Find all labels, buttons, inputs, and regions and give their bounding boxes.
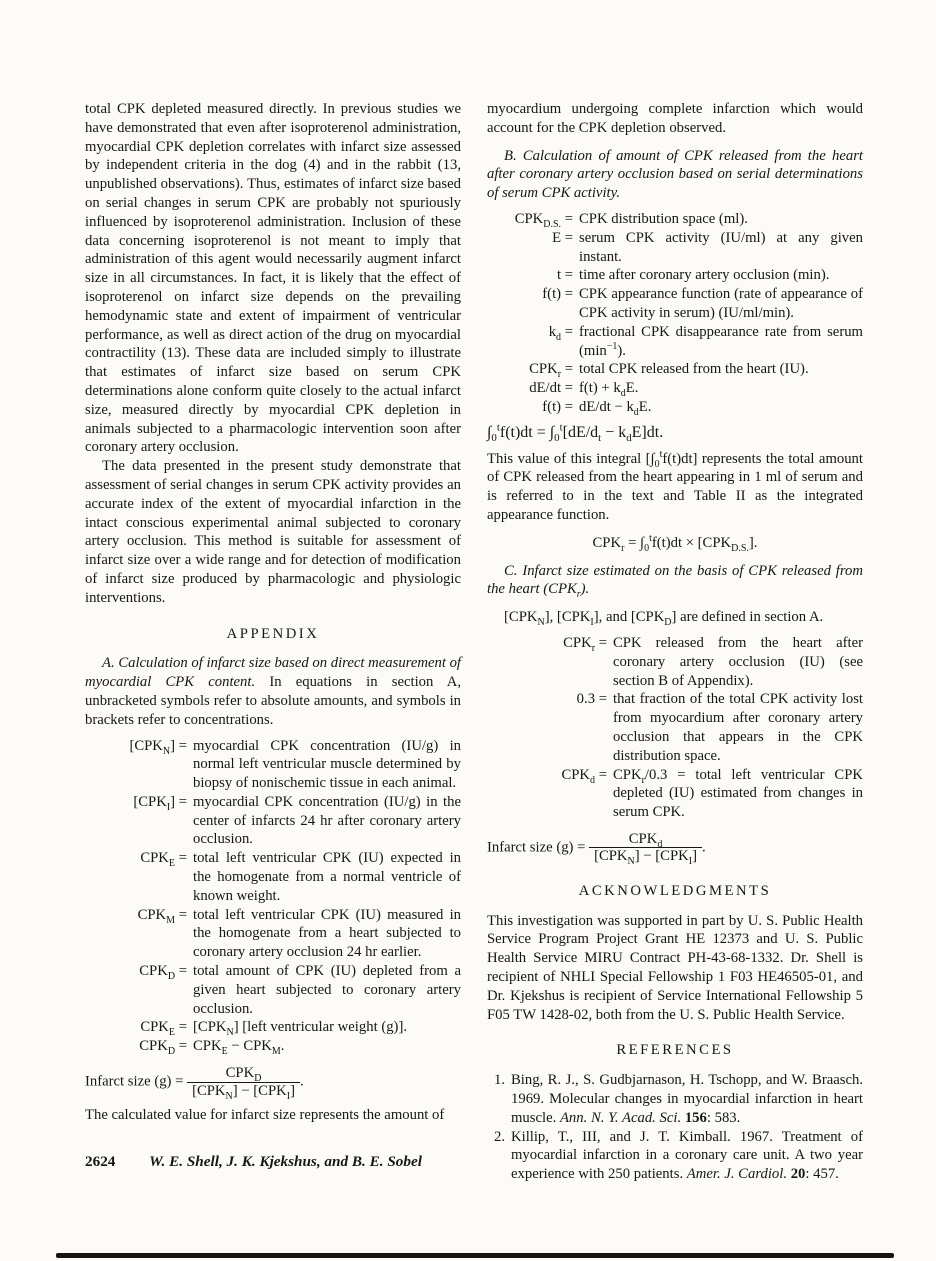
fraction-denominator: $[CPK_N] - [CPK_I]$ [594,848,697,868]
equation-lhs: Infarct size (g) = [487,839,586,856]
definition-text: total CPK released from the heart (IU). [579,361,809,378]
definition-term: $[CPK_N]$ = [129,737,187,757]
section-c-intro: $[CPK_N]$, $[CPK_I]$, and $[CPK_D]$ are defined in section A. [504,609,824,629]
definition-text: CPK appearance function (rate of appearance of CPK activity in serum) (IU/ml/min). [579,286,863,321]
equation-row [85,1037,461,1056]
definition-row [487,266,863,285]
definition-text: CPK released from the heart after coronary artery occlusion (IU) (see section B of Appendix). [613,634,863,689]
equation-lhs: Infarct size (g) = [85,1073,184,1090]
equation-row [85,1018,461,1037]
definition-term: E = [552,229,573,246]
definition-row [487,360,863,379]
equation-rhs: $[CPK_N]$ [left ventricular weight (g)]. [193,1019,408,1039]
reference-item [487,1071,863,1127]
section-c-heading: C. Infarct size estimated on the basis of CPK released from the heart $(CPK_r)$. [487,562,863,601]
right-column [487,100,863,1184]
definition-text: serum CPK activity (IU/ml) at any given instant. [579,229,863,265]
reference-number: 1. [493,1072,505,1089]
integral-equation: $\int_0^tf(t)dt = \int_0^t[dE/d_t - k_dE]dt$. [487,421,664,444]
left-column [85,100,461,1184]
reference-item [487,1128,863,1184]
fraction [589,830,702,868]
fraction-numerator: $CPK_d$ [589,831,702,848]
definition-row [85,906,461,962]
definition-row [487,285,863,323]
acknowledgments-text: This investigation was supported in part by U. S. Public Health Service Program Project Grant HE 12373 and U. S. Public Health Service MIRU Contract PH-43-68-1332. Dr. Shell is recipient of NHLI Special Fellowship 1 F03 HE46505-01, and Dr. Kjekshus is recipient of Service International Fellowship 5 F05 TW 1428-02, both from the U. S. Public Health Service. [487,912,863,1023]
fraction-denominator: $[CPK_N] - [CPK_I]$ [192,1082,295,1102]
definition-row [487,766,863,822]
definition-term: $k_d$ = [548,323,573,343]
equation-rhs: $CPK_E - CPK_M$. [193,1038,285,1058]
definition-row [487,634,863,690]
definition-term: $[CPK_I]$ = [133,793,187,813]
definition-term: $CPK_r$ = [563,634,607,654]
body-paragraph: This value of this integral $[\int_0^tf(t)dt]$ represents the total amount of CPK released from the heart appearing in 1 ml of serum and is referred to in the text and Table II as the integrated appearance function. [487,448,863,523]
references-heading: REFERENCES [616,1042,734,1059]
section-a-intro: A. Calculation of infarct size based on direct measurement of myocardial CPK content. In equations in section A, unbracketed symbols refer to absolute amounts, and symbols in brackets refer to concentrations. [85,655,461,728]
definition-row [85,849,461,905]
equation-row [487,379,863,398]
definition-row [487,210,863,229]
definition-term: $CPK_M$ = [137,906,187,926]
two-column-layout [85,100,863,1184]
body-paragraph: The calculated value for infarct size represents the amount of [85,1106,445,1123]
definition-text: CPK distribution space (ml). [579,210,748,227]
infarct-size-equation [85,1065,461,1102]
definition-term: $CPK_d$ = [561,766,607,786]
definition-text: total amount of CPK (IU) depleted from a given heart subjected to coronary artery occlusion. [193,963,461,1017]
definition-text: total left ventricular CPK (IU) expected in the homogenate from a normal ventricle of known weight. [193,850,461,904]
definition-term: $CPK_r$ = [529,361,573,381]
equation-period: . [299,1073,304,1090]
definition-text: fractional CPK disappearance rate from serum $(\min^{-1})$. [579,323,863,359]
fraction-numerator: $CPK_D$ [187,1065,300,1082]
reference-number: 2. [493,1128,505,1145]
scan-edge-artifact [56,1253,894,1258]
definition-list-b [487,210,863,417]
reference-list [487,1071,863,1184]
running-authors: W. E. Shell, J. K. Kjekshus, and B. E. Sobel [149,1153,422,1170]
appendix-heading: APPENDIX [226,625,320,642]
definition-text: that fraction of the total CPK activity lost from myocardium after coronary artery occlusion that appears in the CPK distribution space. [613,691,863,764]
definition-text: total left ventricular CPK (IU) measured in the homogenate from a heart subjected to coronary artery occlusion 24 hr earlier. [193,906,461,961]
body-paragraph: total CPK depleted measured directly. In previous studies we have demonstrated that even after isoproterenol administration, myocardial CPK depletion correlates with infarct size assessed by independent criteria in the dog (4) and in the rabbit (13, unpublished observations). Thus, estimates of infarct size based on serial changes in serum CPK are probably not spuriously influenced by isoproterenol administration. Inclusion of these data concerning isoproterenol is not meant to imply that administration of this agent would necessarily augment infarct size in all circumstances. In fact, it is likely that the effect of isoproterenol on infarct size depends on the prevailing hemodynamic state and extent of impairment of ventricular performance, as well as direct action of the drug on myocardial contractility (13). These data are included simply to illustrate that estimates of infarct size based on serum CPK determinations alone conform quite closely to the actual infarct size, measured directly by myocardial CPK depletion in animals subjected to a pharmacologic intervention soon after coronary artery occlusion. [85,101,461,456]
definition-row [487,229,863,267]
definition-row [85,793,461,849]
equation-lhs: f(t) = [542,398,573,415]
definition-term: t = [556,267,573,284]
definition-row [85,962,461,1018]
definition-row [487,323,863,361]
definition-term: $CPK_{D.S.}$ = [514,210,573,230]
page-footer [85,1153,422,1172]
definition-text: time after coronary artery occlusion (min). [579,267,830,284]
equation-rhs: $f(t) + k_dE$. [579,380,639,400]
definition-list-a [85,737,461,1057]
equation-period: . [701,839,706,856]
equation-row [487,398,863,417]
equation-lhs: $CPK_E$ = [140,1019,187,1039]
definition-row [85,737,461,793]
definition-row [487,690,863,765]
definition-term: $CPK_E$ = [140,850,187,870]
definition-term: $CPK_D$ = [139,963,187,982]
reference-text: Bing, R. J., S. Gudbjarnason, H. Tschopp, and W. Braasch. 1969. Molecular changes in myocardial infarction in heart muscle. Ann. N. Y. Acad. Sci. 156: 583. [511,1072,863,1126]
equation-lhs: $CPK_D$ = [139,1038,187,1058]
definition-text: $CPK_r/0.3$ = total left ventricular CPK depleted (IU) estimated from changes in serum CPK. [613,766,863,821]
page-number: 2624 [85,1153,116,1170]
section-b-heading: B. Calculation of amount of CPK released from the heart after coronary artery occlusion based on serial determinations of serum CPK activity. [487,147,863,202]
definition-list-c [487,634,863,822]
equation-rhs: $dE/dt - k_dE$. [579,398,652,418]
body-paragraph: myocardium undergoing complete infarction which would account for the CPK depletion observed. [487,101,863,136]
acknowledgments-heading: ACKNOWLEDGMENTS [578,882,772,899]
fraction [187,1065,300,1102]
definition-term: 0.3 = [576,691,607,708]
definition-text: myocardial CPK concentration (IU/g) in normal left ventricular muscle determined by biopsy of nonischemic tissue in each animal. [193,737,461,792]
infarct-size-equation [487,830,863,868]
definition-text: myocardial CPK concentration (IU/g) in the center of infarcts 24 hr after coronary artery occlusion. [193,793,461,848]
reference-text: Killip, T., III, and J. T. Kimball. 1967. Treatment of myocardial infarction in a coronary care unit. A two year experience with 250 patients. Amer. J. Cardiol. 20: 457. [511,1128,863,1183]
definition-term: f(t) = [542,286,573,303]
cpk-released-equation: $CPK_r = \int_0^tf(t)dt \times [CPK_{D.S.}]$. [592,532,758,554]
equation-lhs: dE/dt = [529,380,573,397]
body-paragraph: The data presented in the present study demonstrate that assessment of serial changes in serum CPK activity provides an accurate index of the extent of myocardial infarction in the intact conscious experimental animal subjected to coronary artery occlusion. This method is suitable for assessment of infarct size over a wide range and for detection of modification of infarct size produced by pharmacologic and physiologic interventions. [85,458,461,606]
